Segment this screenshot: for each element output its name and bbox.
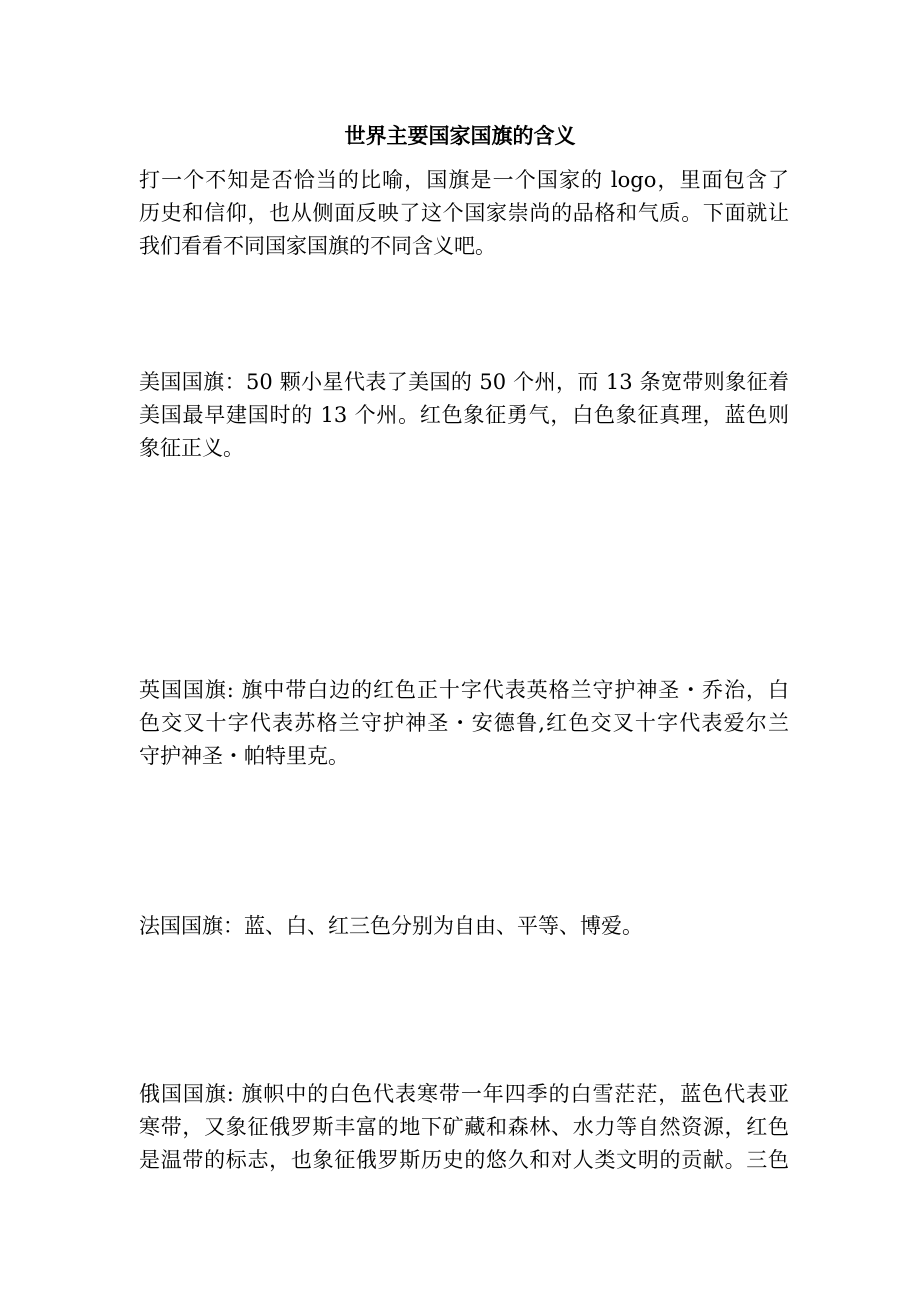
uk-flag-paragraph	[139, 674, 789, 773]
paragraph-line: 打一个不知是否恰当的比喻，国旗是一个国家的 logo，里面包含了	[139, 168, 789, 192]
usa-flag-paragraph	[139, 366, 789, 465]
paragraph-line: 法国国旗：蓝、白、红三色分别为自由、平等、博爱。	[139, 914, 643, 938]
paragraph-line: 象征正义。	[139, 436, 244, 460]
paragraph-line: 寒带，又象征俄罗斯丰富的地下矿藏和森林、水力等自然资源，红色	[139, 1115, 789, 1139]
france-flag-paragraph	[139, 910, 789, 943]
document-title: 世界主要国家国旗的含义	[344, 123, 576, 148]
paragraph-line: 守护神圣・帕特里克。	[139, 744, 349, 768]
paragraph-line: 美国最早建国时的 13 个州。红色象征勇气，白色象征真理，蓝色则	[139, 403, 789, 427]
paragraph-line: 色交叉十字代表苏格兰守护神圣・安德鲁,红色交叉十字代表爱尔兰	[139, 711, 789, 735]
paragraph-line: 我们看看不同国家国旗的不同含义吧。	[139, 234, 496, 258]
paragraph-line: 俄国国旗: 旗帜中的白色代表寒带一年四季的白雪茫茫，蓝色代表亚	[139, 1082, 789, 1106]
paragraph-line: 英国国旗: 旗中带白边的红色正十字代表英格兰守护神圣・乔治，白	[139, 678, 789, 702]
russia-flag-paragraph	[139, 1078, 789, 1177]
paragraph-line: 历史和信仰，也从侧面反映了这个国家崇尚的品格和气质。下面就让	[139, 201, 789, 225]
intro-paragraph	[139, 164, 789, 263]
paragraph-line: 美国国旗：50 颗小星代表了美国的 50 个州，而 13 条宽带则象征着	[139, 370, 789, 394]
paragraph-line: 是温带的标志，也象征俄罗斯历史的悠久和对人类文明的贡献。三色	[139, 1148, 789, 1172]
